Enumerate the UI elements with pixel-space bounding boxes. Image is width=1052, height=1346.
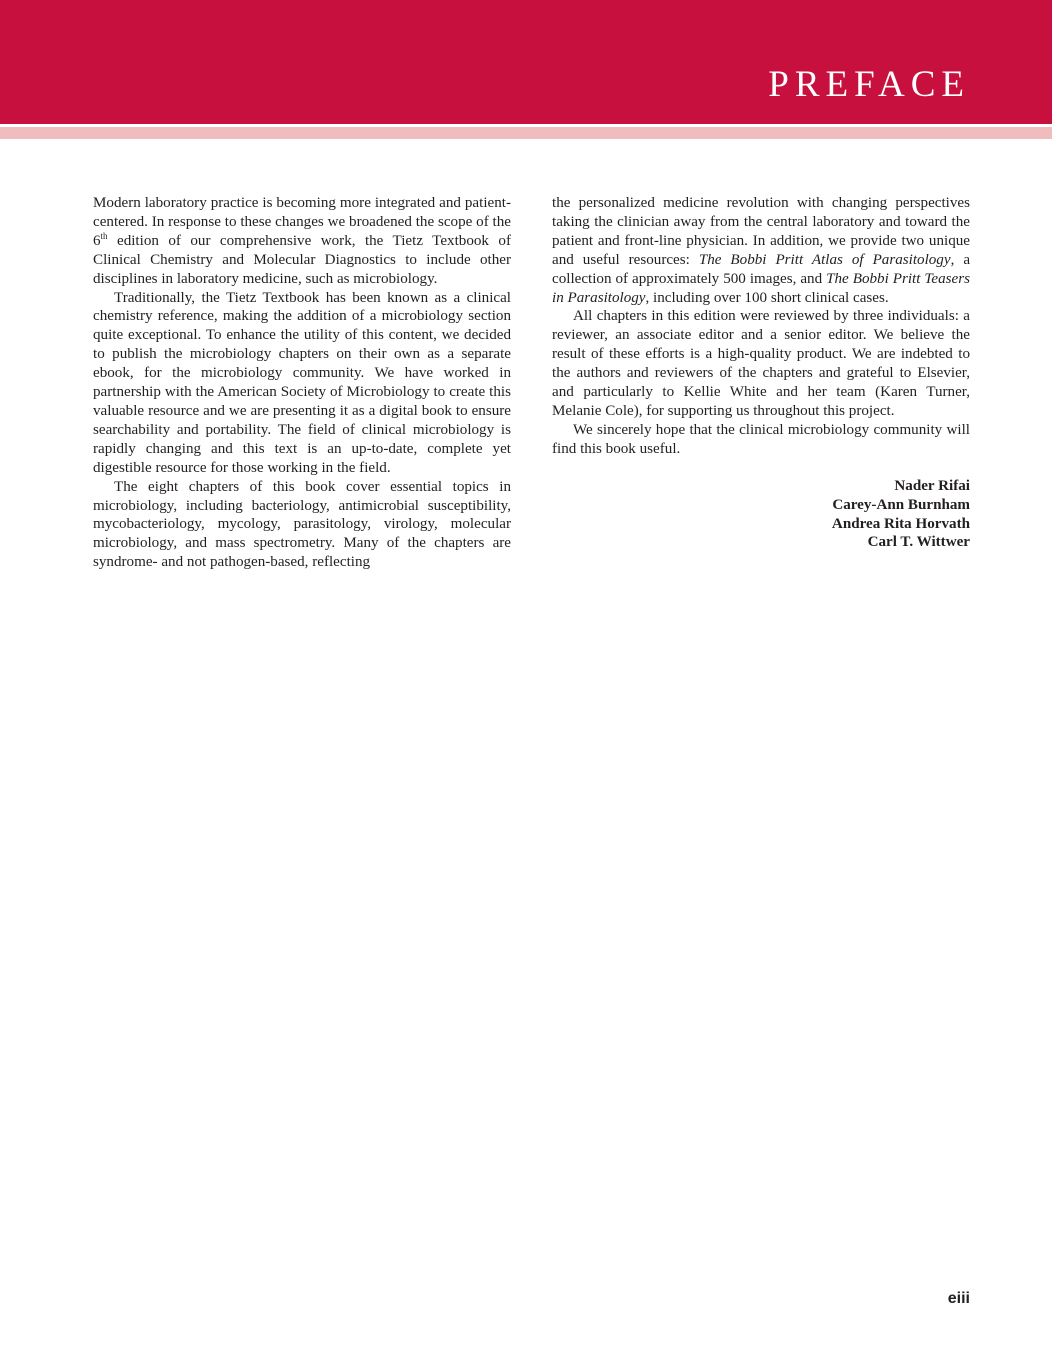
signature-block — [552, 477, 970, 553]
paragraph-3: The eight chapters of this book cover essential topics in microbiology, including bacteriology, antimicrobial susceptibility, mycobacteriology, mycology, parasitology, virology, molecular microbiology, and mass spectrometry. Many of the chapters are syndrome- and not pathogen-based, reflecting — [93, 478, 511, 571]
page-title: PREFACE — [768, 64, 970, 105]
paragraph-1-text-b: edition of our comprehensive work, the Tietz Textbook of Clinical Chemistry and Molecular Diagnostics to include other disciplines in laboratory medicine, such as microbiology. — [93, 232, 511, 287]
paragraph-5: All chapters in this edition were reviewed by three individuals: a reviewer, an associate editor and a senior editor. We believe the result of these efforts is a high-quality product. We are indebted to the authors and reviewers of the chapters and grateful to Elsevier, and particularly to Kellie White and her team (Karen Turner, Melanie Cole), for supporting us throughout this project. — [552, 308, 970, 419]
signature-name: Carey-Ann Burnham — [832, 496, 970, 513]
header-divider-stripe — [0, 127, 1052, 139]
paragraph-4-text-b: , a collection of approximately 500 images, and — [552, 251, 971, 287]
ordinal-superscript: th — [100, 230, 108, 241]
teasers-title: The Bobbi Pritt Teasers in Parasitology — [552, 270, 970, 306]
page-number: eiii — [947, 1290, 970, 1307]
paragraph-4-text-a: the personalized medicine revolution with changing perspectives taking the clinician away from the central laboratory and toward the patient and front-line physician. In addition, we provide two unique and useful resources: — [552, 195, 970, 268]
paragraph-1 — [93, 194, 511, 289]
left-text-column — [93, 194, 511, 572]
paragraph-4-text-c: , including over 100 short clinical cases. — [645, 289, 889, 306]
paragraph-2: Traditionally, the Tietz Textbook has been known as a clinical chemistry reference, making the addition of a microbiology section quite exceptional. To enhance the utility of this content, we decided to publish the microbiology chapters on their own as a separate ebook, for the microbiology community. We have worked in partnership with the American Society of Microbiology to create this valuable resource and we are presenting it as a digital book to ensure searchability and portability. The field of clinical microbiology is rapidly changing and this text is an up-to-date, complete yet digestible resource for those working in the field. — [93, 289, 511, 476]
atlas-title: The Bobbi Pritt Atlas of Parasitology — [698, 251, 951, 268]
header-band — [0, 0, 1052, 124]
paragraph-4 — [552, 194, 970, 307]
signature-name: Carl T. Wittwer — [867, 534, 970, 551]
signature-name: Nader Rifai — [894, 477, 970, 494]
signature-name: Andrea Rita Horvath — [831, 515, 970, 532]
paragraph-1-text-a: Modern laboratory practice is becoming more integrated and patient-centered. In response to these changes we broadened the scope of the 6 — [93, 195, 511, 249]
paragraph-6: We sincerely hope that the clinical microbiology community will find this book useful. — [552, 421, 970, 457]
right-text-column — [552, 194, 970, 552]
